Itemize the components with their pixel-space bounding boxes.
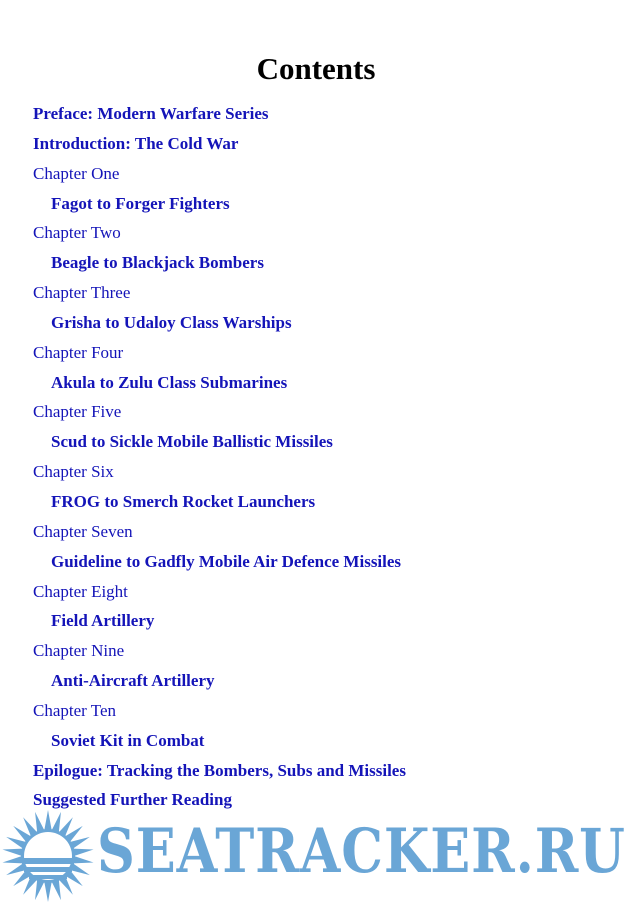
toc-link-chapter-five[interactable]: Chapter Five: [33, 402, 122, 422]
toc-link-preface[interactable]: Preface: Modern Warfare Series: [33, 104, 269, 123]
toc-link-chapter-ten[interactable]: Chapter Ten: [33, 700, 116, 720]
page-title: Contents: [256, 51, 376, 86]
toc-link-chapter-nine-title[interactable]: Anti-Aircraft Artillery: [51, 671, 215, 691]
toc-link-chapter-ten-title[interactable]: Soviet Kit in Combat: [51, 730, 205, 750]
table-of-contents: [33, 99, 613, 815]
toc-link-chapter-six[interactable]: Chapter Six: [33, 462, 114, 482]
toc-link-chapter-three-title[interactable]: Grisha to Udaloy Class Warships: [51, 312, 292, 332]
toc-link-chapter-three[interactable]: Chapter Three: [33, 283, 131, 303]
toc-link-chapter-six-title[interactable]: FROG to Smerch Rocket Launchers: [51, 491, 316, 511]
toc-link-chapter-seven[interactable]: Chapter Seven: [33, 521, 133, 541]
toc-link-chapter-nine[interactable]: Chapter Nine: [33, 641, 125, 661]
toc-link-chapter-four[interactable]: Chapter Four: [33, 342, 124, 362]
toc-link-chapter-eight-title[interactable]: Field Artillery: [51, 611, 155, 631]
toc-link-chapter-eight[interactable]: Chapter Eight: [33, 581, 128, 601]
watermark-text: SEATRACKER.RU: [97, 816, 626, 887]
toc-link-introduction[interactable]: Introduction: The Cold War: [33, 133, 239, 153]
toc-link-further-reading[interactable]: Suggested Further Reading: [33, 790, 232, 810]
toc-link-epilogue[interactable]: Epilogue: Tracking the Bombers, Subs and Missiles: [33, 760, 406, 780]
sun-burst-logo-icon: [0, 808, 100, 902]
toc-link-chapter-seven-title[interactable]: Guideline to Gadfly Mobile Air Defence Missiles: [51, 551, 402, 571]
toc-link-chapter-one-title[interactable]: Fagot to Forger Fighters: [51, 193, 230, 213]
toc-link-chapter-five-title[interactable]: Scud to Sickle Mobile Ballistic Missiles: [51, 432, 333, 452]
toc-link-chapter-one[interactable]: Chapter One: [33, 163, 120, 183]
toc-link-chapter-four-title[interactable]: Akula to Zulu Class Submarines: [51, 372, 288, 392]
toc-link-chapter-two-title[interactable]: Beagle to Blackjack Bombers: [51, 253, 264, 273]
toc-link-chapter-two[interactable]: Chapter Two: [33, 223, 121, 243]
